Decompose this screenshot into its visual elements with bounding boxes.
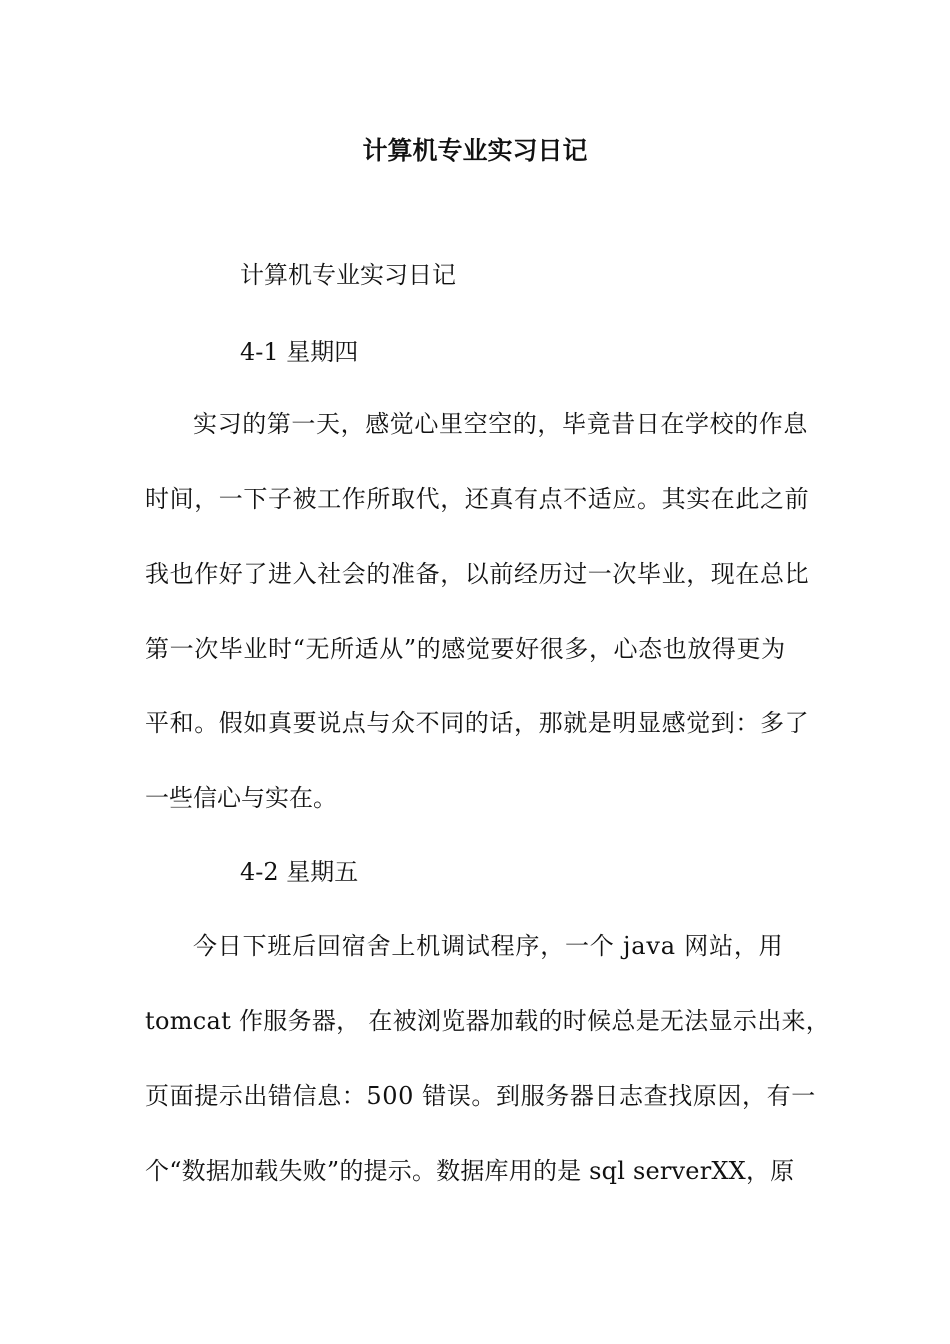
paragraph-line: tomcat 作服务器， 在被浏览器加载的时候总是无法显示出来， (145, 1007, 831, 1035)
entry-date: 4-2 星期五 (240, 858, 359, 886)
paragraph-line: 一些信心与实在。 (145, 784, 337, 812)
paragraph-line: 今日下班后回宿舍上机调试程序，一个 java 网站，用 (193, 932, 784, 960)
paragraph-line: 我也作好了进入社会的准备，以前经历过一次毕业，现在总比 (145, 560, 810, 588)
entry-date: 4-1 星期四 (240, 338, 359, 366)
document-title: 计算机专业实习日记 (362, 136, 588, 165)
paragraph-line: 实习的第一天，感觉心里空空的，毕竟昔日在学校的作息 (193, 410, 808, 438)
paragraph-line: 页面提示出错信息：500 错误。到服务器日志查找原因，有一 (145, 1082, 816, 1110)
paragraph-line: 平和。假如真要说点与众不同的话，那就是明显感觉到：多了 (145, 709, 810, 737)
document-subtitle: 计算机专业实习日记 (240, 261, 456, 289)
paragraph-line: 个“数据加载失败”的提示。数据库用的是 sql serverXX，原 (145, 1157, 795, 1185)
paragraph-line: 第一次毕业时“无所适从”的感觉要好很多，心态也放得更为 (145, 635, 786, 663)
paragraph-line: 时间，一下子被工作所取代，还真有点不适应。其实在此之前 (145, 485, 810, 513)
